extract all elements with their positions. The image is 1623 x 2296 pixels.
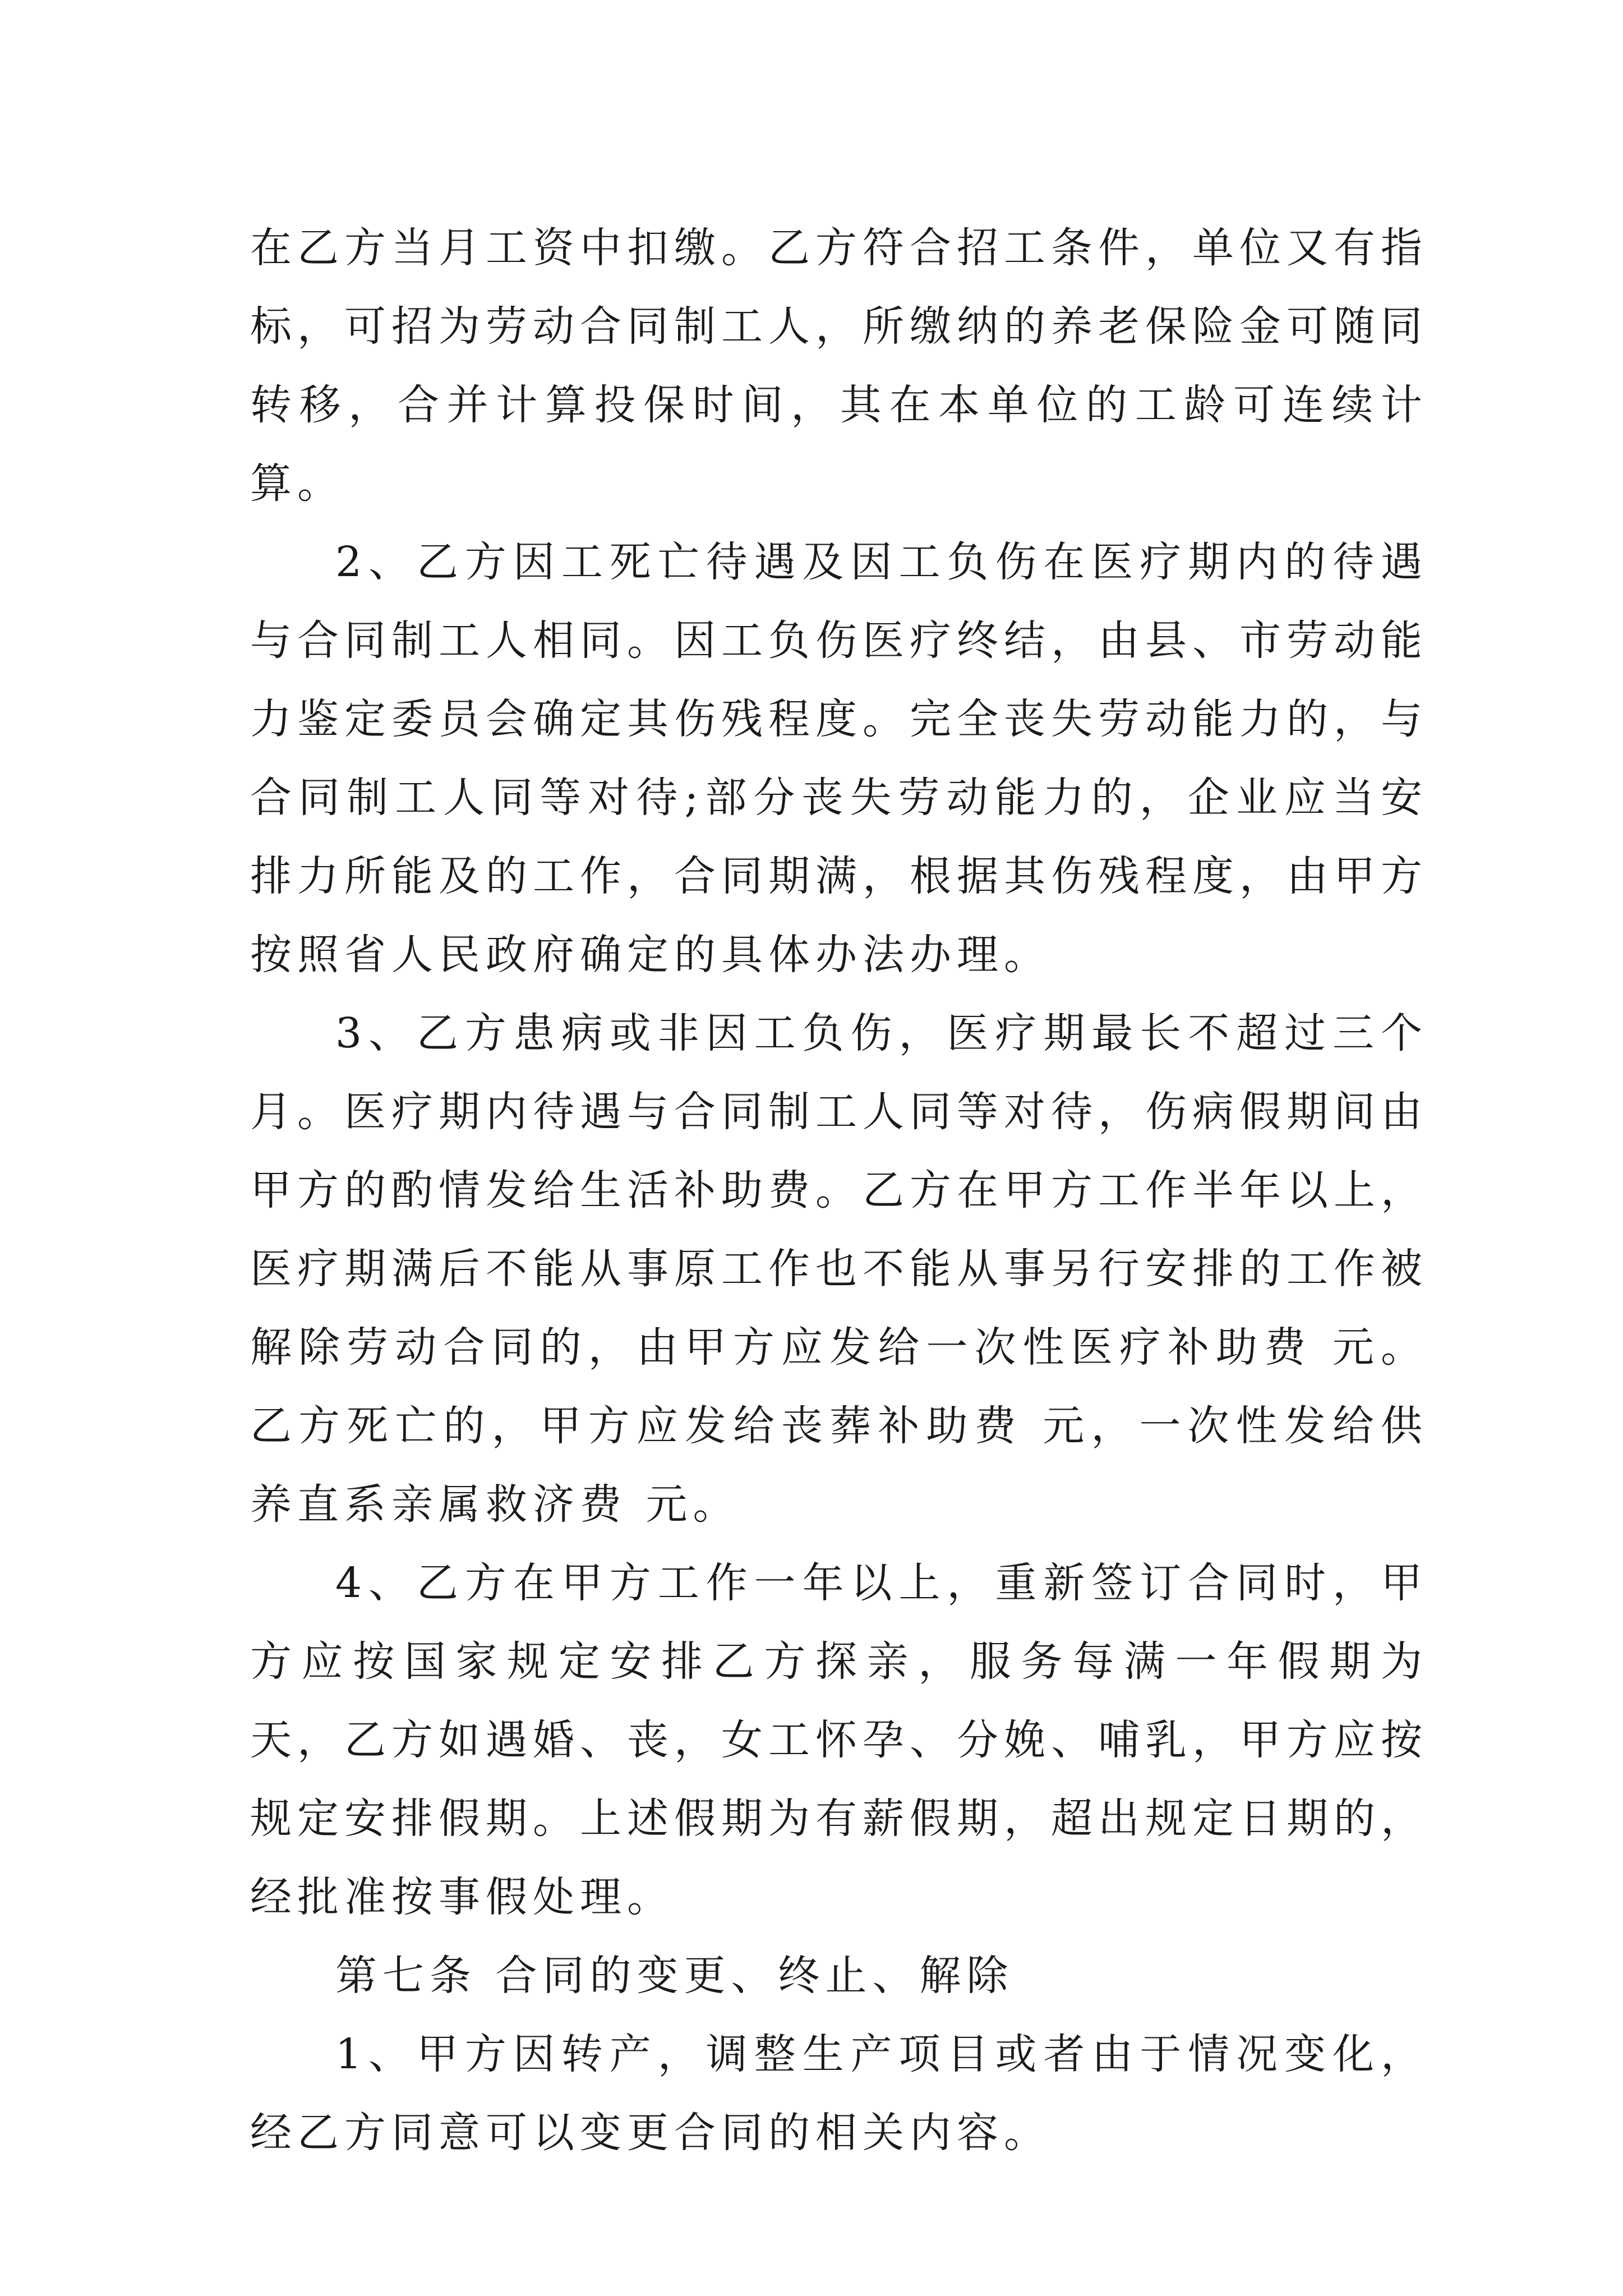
paragraph-clause-3: 3、乙方患病或非因工负伤，医疗期最长不超过三个月。医疗期内待遇与合同制工人同等对待，伤病假期间由甲方的酌情发给生活补助费。乙方在甲方工作半年以上，医疗期满后不能从事原工作也不能从事另行安排的工作被解除劳动合同的，由甲方应发给一次性医疗补助费 元。乙方死亡的，甲方应发给丧葬补助费 元，一次性发给供养直系亲属救济费 元。 xyxy=(250,1009,1428,1529)
paragraph-continuation: 在乙方当月工资中扣缴。乙方符合招工条件，单位又有指标，可招为劳动合同制工人，所缴纳的养老保险金可随同转移，合并计算投保时间，其在本单位的工龄可连续计算。 xyxy=(250,224,1428,508)
document-body xyxy=(250,209,1428,2172)
paragraph-clause-4: 4、乙方在甲方工作一年以上，重新签订合同时，甲方应按国家规定安排乙方探亲，服务每满一年假期为 天，乙方如遇婚、丧，女工怀孕、分娩、哺乳，甲方应按规定安排假期。上述假期为有薪假期，超出规定日期的，经批准按事假处理。 xyxy=(250,1559,1428,1921)
paragraph-clause-2: 2、乙方因工死亡待遇及因工负伤在医疗期内的待遇与合同制工人相同。因工负伤医疗终结，由县、市劳动能力鉴定委员会确定其伤残程度。完全丧失劳动能力的，与合同制工人同等对待;部分丧失劳动能力的，企业应当安排力所能及的工作，合同期满，根据其伤残程度，由甲方按照省人民政府确定的具体办法办理。 xyxy=(250,538,1428,979)
article-heading: 第七条 合同的变更、终止、解除 xyxy=(335,1952,1014,2000)
paragraph-article7-clause-1: 1、甲方因转产，调整生产项目或者由于情况变化，经乙方同意可以变更合同的相关内容。 xyxy=(250,2030,1428,2157)
